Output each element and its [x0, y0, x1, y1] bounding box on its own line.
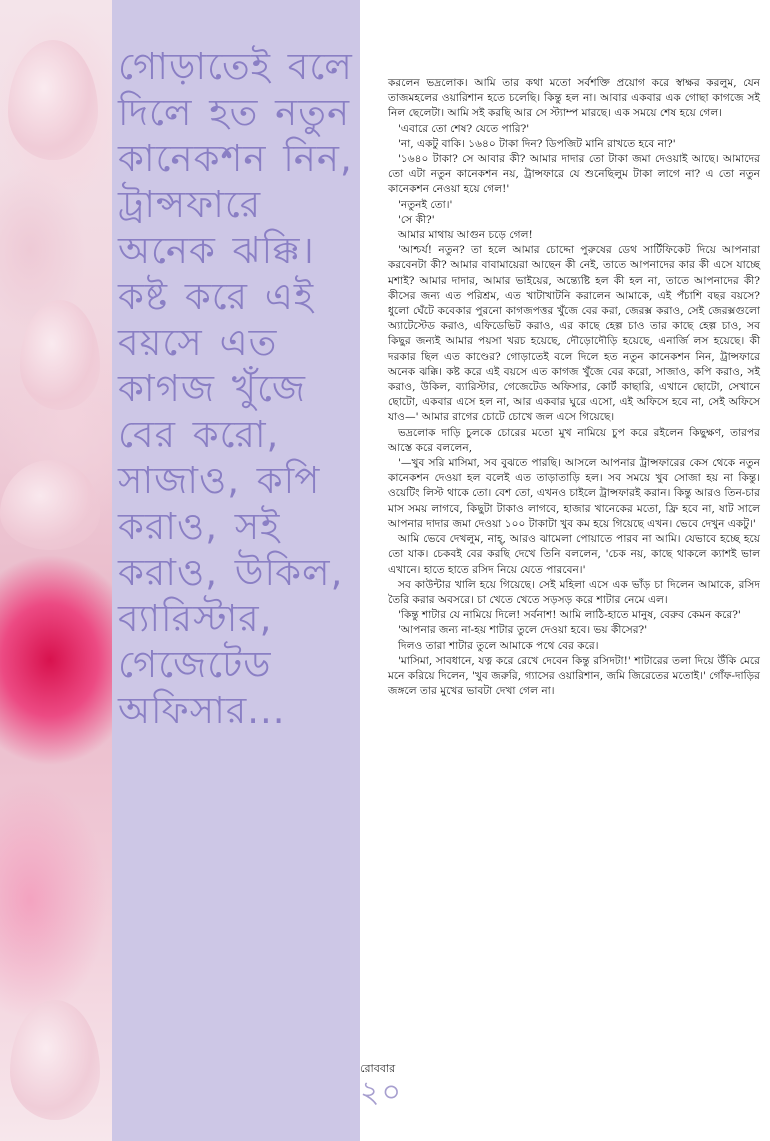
- article-paragraph: ভদ্রলোক দাড়ি চুলকে চোরের মতো মুখ নামিয়ে চুপ করে রইলেন কিছুক্ষণ, তারপর আস্তে করে বললেন,: [388, 426, 760, 454]
- publication-name: রোববার: [360, 1062, 396, 1075]
- flower-photo: [0, 0, 112, 1141]
- article-paragraph: 'নতুনই তো।': [398, 198, 453, 211]
- article-paragraph: আমার মাথায় আগুন চড়ে গেল!: [398, 229, 533, 242]
- petal-shape: [0, 460, 100, 550]
- article-paragraph: 'আশ্চর্য! নতুন? তা হলে আমার চোদ্দো পুরুষের ডেথ সার্টিফিকেট দিয়ে আপনারা করবেনটা কী? আমার বাবামায়েরা আছেন কী নেই, তাতে আপনাদের কার কী এসে যাচ্ছে মশাই? আমার দাদার, আমার ভাইয়ের, অন্ত্যেষ্টি হল কী হল না, তাতে আপনাদের কী? কীসের জন্য এত পরিশ্রম, এত খাটাখাটনি করালেন আমাকে, এই পঁচাশি বছর বয়সে? ধুলো ঘেঁটে কবেকার পুরনো কাগজপত্তর খুঁজে বের করা, জেরক্স করাও, সেই জেরক্সগুলো অ্যাটেস্টেড করাও, এফিডেভিট করাও, এর কাছে হেল্প চাও তার কাছে হেল্প চাও, সব কিছুর জন্যই আমার পয়সা খরচ হয়েছে, দৌড়োদৌড়ি হয়েছে, এনার্জি লস হয়েছে। কী দরকার ছিল এত কাণ্ডের? গোড়াতেই বলে দিলে হত নতুন কানেকশন নিন, ট্রান্সফারে অনেক ঝক্কি। কষ্ট করে এই বয়সে এত কাগজ খুঁজে বের করো, সাজাও, কপি করাও, সই করাও, উকিল, ব্যারিস্টার, গেজেটেড অফিসার, কোর্ট কাছারি, এখানে ছোটো, সেখানে ছোটো, একবার এসে হল না, আর একবার ঘুরে এসো, এই অফিসে হবে না, সেই অফিসে যাও—' আমার রাগের চোটে চোখে জল এসে গিয়েছে।: [388, 244, 760, 424]
- article-paragraph: 'মাসিমা, সাবধানে, যত্ন করে রেখে দেবেন কিন্তু রসিদটা!' শাটারের তলা দিয়ে উঁকি মেরে মনে করিয়ে দিলেন, 'খুব জরুরি, গ্যাসের ওয়ারিশান, জমি জিরেতের মতোই।' গোঁফ-দাড়ির জঙ্গলে তার মুখের ভাবটা দেখা গেল না।: [388, 654, 760, 698]
- pull-quote: গোড়াতেই বলে দিলে হত নতুন কানেকশন নিন, ট্রান্সফারে অনেক ঝক্কি। কষ্ট করে এই বয়সে এত কাগজ খুঁজে বের করো, সাজাও, কপি করাও, সই করাও, উকিল, ব্যারিস্টার, গেজেটেড অফিসার...: [118, 45, 353, 732]
- article-paragraph: '১৬৪০ টাকা? সে আবার কী? আমার দাদার তো টাকা জমা দেওয়াই আছে। আমাদের তো এটা নতুন কানেকশন নয়, ট্রান্সফারে যে শুনেছিলুম টাকা লাগে না? এ তো নতুন কানেকশন নেওয়া হয়ে গেল!': [388, 153, 760, 196]
- article-paragraph: দিলও তারা শাটার তুলে আমাকে পথে বের করে।: [398, 639, 599, 652]
- article-paragraph: 'কিন্তু শাটার যে নামিয়ে দিলে! সর্বনাশ! আমি লাঠি-হাতে মানুষ, বেরুব কেমন করে?': [398, 609, 741, 622]
- article-paragraph: '—খুব সরি মাসিমা, সব বুঝতে পারছি। আসলে আপনার ট্রান্সফারের কেস থেকে নতুন কানেকশন দেওয়া হল বলেই এত তাড়াতাড়ি হল। সব সময়ে খুব সোজা হয় না কিন্তু। ওয়েটিং লিস্ট থাকে তো। বেশ তো, এখনও চাইলে ট্রান্সফারই করান। কিন্তু আরও তিন-চার মাস সময় লাগবে, কিছুটা টাকাও লাগবে, হাজার খানেকের মতো, ফ্রি হবে না, ষাট সালে আপনার দাদার জমা দেওয়া ১০০ টাকাটা খুব কম হয়ে গিয়েছে এখন। ভেবে দেখুন একটু।': [388, 457, 760, 530]
- article-paragraph: করলেন ভদ্রলোক। আমি তার কথা মতো সর্বশক্তি প্রয়োগ করে স্বাক্ষর করলুম, যেন তাজমহলের ওয়ারিশান হতে চলেছি। কিন্তু হল না। আবার একবার এক গোছা কাগজে সই নিল ছেলেটা। আমি সই করছি আর সে স্ট্যাম্প মারছে। এক সময়ে শেষ হয়ে গেল।: [388, 77, 760, 120]
- article-paragraph: 'সে কী?': [398, 213, 435, 226]
- article-body: [388, 76, 760, 699]
- article-paragraph: 'না, একটু বাকি। ১৬৪০ টাকা দিন? ডিপজিট মানি রাখতে হবে না?': [398, 137, 676, 150]
- article-paragraph: 'এবারে তো শেষ? যেতে পারি?': [398, 122, 530, 135]
- article-paragraph: আমি ভেবে দেখলুম, নাহ্, আরও ঝামেলা পোয়াতে পারব না আমি। যেভাবে হচ্ছে হয়ে তো যাক। চেকবই বের করছি দেখে তিনি বললেন, 'চেক নয়, কাছে থাকলে ক্যাশই ভাল এখানে। হাতে হাতে রসিদ নিয়ে যেতে পারবেন।': [388, 533, 760, 576]
- petal-shape: [20, 300, 100, 410]
- page-number: ২০: [360, 1075, 404, 1110]
- article-paragraph: 'আপনার জন্য না-হয় শাটার তুলে দেওয়া হবে। ভয় কীসের?': [398, 624, 648, 637]
- article-paragraph: সব কাউন্টার খালি হয়ে গিয়েছে। সেই মহিলা এসে এক ভাঁড় চা দিলেন আমাকে, রসিদ তৈরি করার অবসরে। চা খেতে খেতে সড়সড় করে শাটার নেমে এল।: [388, 578, 760, 606]
- petal-shape: [8, 40, 98, 160]
- petal-shape: [10, 1000, 100, 1120]
